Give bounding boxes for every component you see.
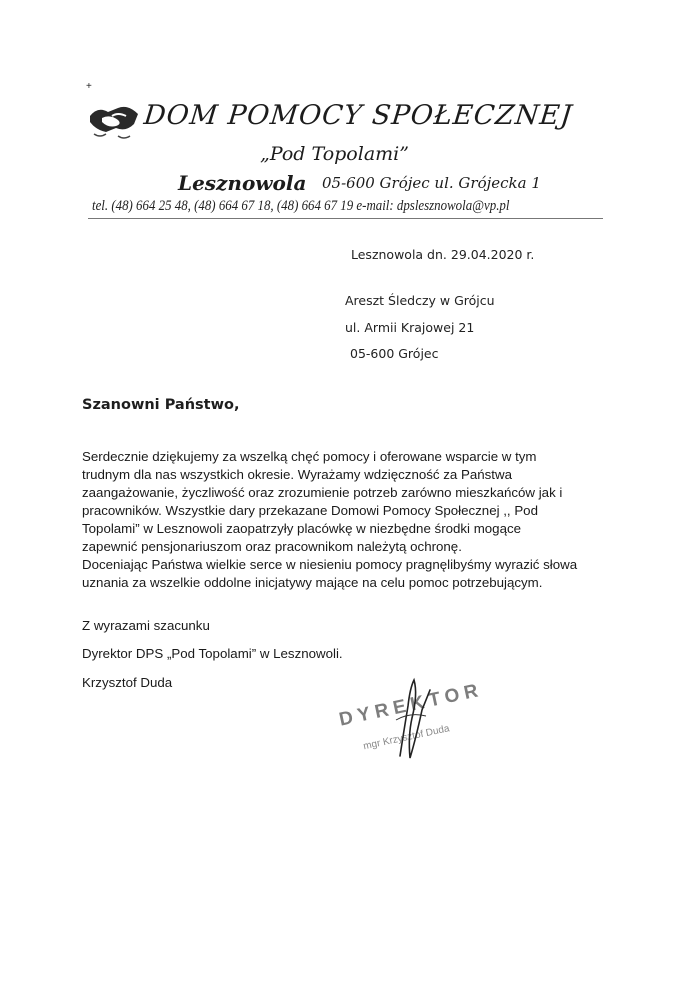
stamp-title: DYREKTOR <box>337 679 485 731</box>
body-line: Doceniając Państwa wielkie serce w niesieniu pomocy pragnęlibyśmy wyrazić słowa <box>82 557 578 572</box>
body-line: uznania za wszelkie oddolne inicjatywy mające na celu pomoc potrzebującym. <box>82 575 543 590</box>
organization-name: DOM POMOCY SPOŁECZNEJ <box>142 100 574 131</box>
salutation: Szanowni Państwo, <box>82 397 240 413</box>
organization-town: Lesznowola <box>178 171 307 195</box>
organization-contact: tel. (48) 664 25 48, (48) 664 67 18, (48) 664 67 19 e-mail: dpslesznowola@vp.pl <box>92 198 510 214</box>
stamp-name: mgr Krzysztof Duda <box>362 723 451 753</box>
letterhead-divider <box>88 218 603 219</box>
body-line: pracowników. Wszystkie dary przekazane Domowi Pomocy Społecznej ,, Pod <box>82 503 538 518</box>
letter-body <box>82 448 602 592</box>
closing-position: Dyrektor DPS „Pod Topolami” w Lesznowoli. <box>82 646 343 661</box>
handshake-icon <box>88 98 140 144</box>
corner-mark: + <box>86 81 92 92</box>
body-line: Topolami” w Lesznowoli zaopatrzyły placówkę w niezbędne środki mogące <box>82 521 522 536</box>
letter-date: Lesznowola dn. 29.04.2020 r. <box>351 247 535 262</box>
recipient-line-2: ul. Armii Krajowej 21 <box>345 320 475 335</box>
director-stamp <box>330 660 500 770</box>
body-line: Serdecznie dziękujemy za wszelką chęć pomocy i oferowane wsparcie w tym <box>82 449 537 464</box>
closing-regards: Z wyrazami szacunku <box>82 618 210 633</box>
body-line: zapewnić pensjonariuszom oraz pracownikom należytą ochronę. <box>82 539 462 554</box>
organization-subtitle: „Pod Topolami” <box>260 143 409 165</box>
organization-address: 05-600 Grójec ul. Grójecka 1 <box>322 174 541 192</box>
recipient-line-1: Areszt Śledczy w Grójcu <box>345 293 495 308</box>
closing-name: Krzysztof Duda <box>82 675 173 690</box>
body-line: zaangażowanie, życzliwość oraz zrozumienie potrzeb zarówno mieszkańców jak i <box>82 485 563 500</box>
body-line: trudnym dla nas wszystkich okresie. Wyrażamy wdzięczność za Państwa <box>82 467 512 482</box>
recipient-line-3: 05-600 Grójec <box>350 346 439 361</box>
